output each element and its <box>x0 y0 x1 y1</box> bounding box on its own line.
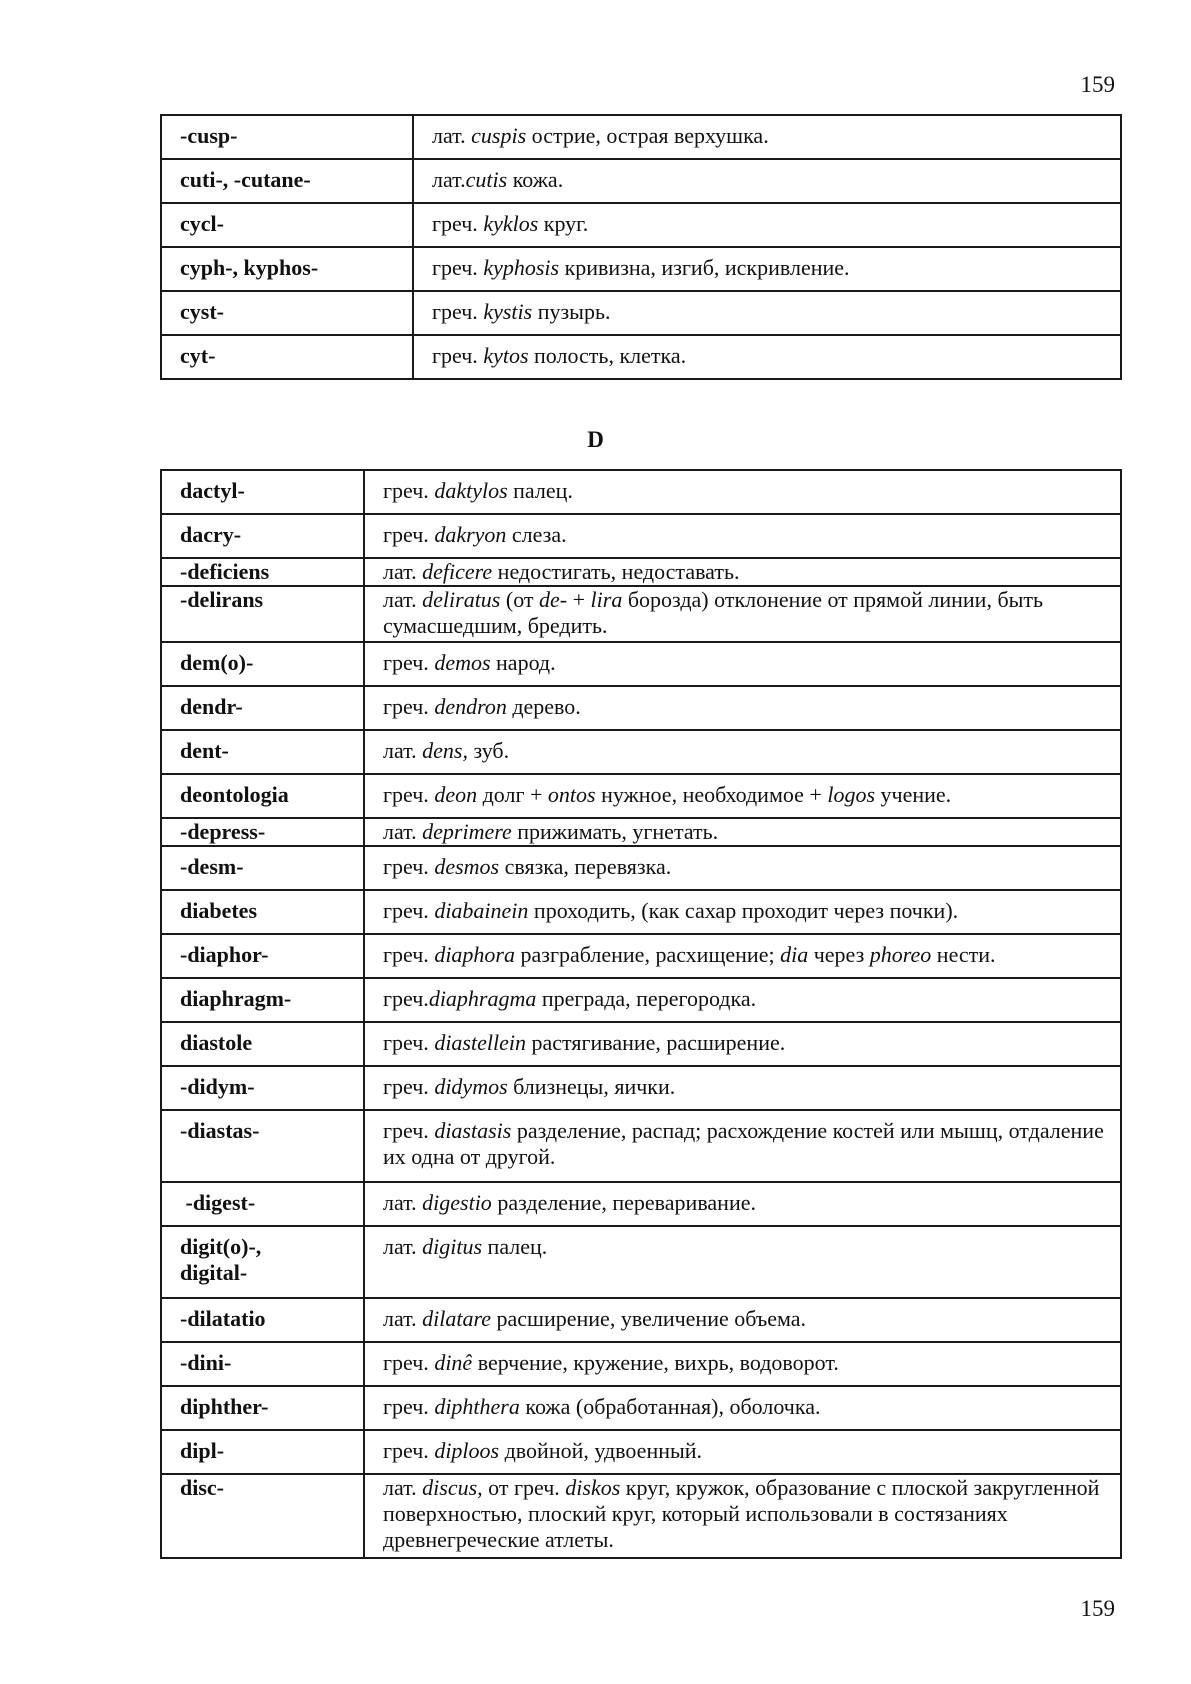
etymon-word: dendron <box>434 694 507 719</box>
etymon-word: demos <box>434 650 491 675</box>
term-cell: -cusp- <box>161 115 413 159</box>
etymon-word: kyphosis <box>483 255 560 280</box>
definition-cell <box>364 978 1121 1022</box>
definition-cell <box>364 890 1121 934</box>
table-row <box>161 1474 1121 1558</box>
definition-cell <box>364 1342 1121 1386</box>
definition-text: кожа (обработанная), оболочка. <box>519 1394 821 1419</box>
definition-cell <box>364 1298 1121 1342</box>
etymon-word: diphthera <box>434 1394 520 1419</box>
table-row <box>161 335 1121 379</box>
table-row <box>161 115 1121 159</box>
definition-text: учение. <box>875 782 952 807</box>
definition-text: кривизна, изгиб, искривление. <box>559 255 850 280</box>
definition-text: греч. <box>383 1074 435 1099</box>
term-cell: diaphragm- <box>161 978 364 1022</box>
term-cell: -dilatatio <box>161 1298 364 1342</box>
definition-text: долг + <box>477 782 548 807</box>
definition-text: дерево. <box>506 694 581 719</box>
definition-text: греч. <box>383 942 435 967</box>
table-row <box>161 1342 1121 1386</box>
definition-cell <box>364 774 1121 818</box>
definition-cell <box>413 203 1121 247</box>
definition-text: лат. <box>383 1190 423 1215</box>
definition-cell <box>364 846 1121 890</box>
etymon-word: phoreo <box>869 942 932 967</box>
definition-text: расширение, увеличение объема. <box>491 1306 807 1331</box>
definition-text: лат. <box>383 1306 423 1331</box>
definition-text: растягивание, расширение. <box>525 1030 786 1055</box>
etymon-word: discus, <box>422 1475 483 1500</box>
definition-cell <box>364 470 1121 514</box>
table-row <box>161 1386 1121 1430</box>
section-letter-heading: D <box>587 427 604 452</box>
definition-cell <box>364 514 1121 558</box>
table-row <box>161 1022 1121 1066</box>
definition-text: + <box>567 587 591 612</box>
etymon-word: cuspis <box>471 123 527 148</box>
table-row <box>161 470 1121 514</box>
table-row <box>161 890 1121 934</box>
etymon-word: diaphora <box>434 942 515 967</box>
definition-text: лат. <box>432 123 472 148</box>
definition-cell <box>364 1474 1121 1558</box>
definition-cell <box>364 1226 1121 1298</box>
definition-cell <box>364 1066 1121 1110</box>
term-cell: -digest- <box>161 1182 364 1226</box>
definition-cell <box>413 291 1121 335</box>
term-cell: cyph-, kyphos- <box>161 247 413 291</box>
page-number-bottom: 159 <box>1080 1596 1115 1621</box>
definition-text: нужное, необходимое + <box>595 782 828 807</box>
etymon-word: cutis <box>465 167 508 192</box>
term-cell: digit(o)-, digital- <box>161 1226 364 1298</box>
table-row <box>161 1430 1121 1474</box>
etymon-word: deficere <box>422 559 493 584</box>
etymon-word: dens, <box>422 738 468 763</box>
definition-cell <box>413 159 1121 203</box>
definition-cell <box>364 730 1121 774</box>
definition-text: народ. <box>490 650 556 675</box>
table-row <box>161 1298 1121 1342</box>
term-cell: dem(o)- <box>161 642 364 686</box>
term-cell: -delirans <box>161 586 364 642</box>
definition-text: греч. <box>383 782 435 807</box>
term-cell: dipl- <box>161 1430 364 1474</box>
definition-text: греч. <box>383 898 435 923</box>
term-cell: diastole <box>161 1022 364 1066</box>
definition-text: греч. <box>383 522 435 547</box>
table-row <box>161 846 1121 890</box>
etymon-word: digitus <box>422 1234 483 1259</box>
etymon-word: kystis <box>483 299 533 324</box>
definition-text: двойной, удвоенный. <box>499 1438 703 1463</box>
definition-text: лат. <box>383 559 423 584</box>
etymon-word: digestio <box>422 1190 492 1215</box>
definition-text: через <box>808 942 870 967</box>
table-row <box>161 642 1121 686</box>
term-cell: deontologia <box>161 774 364 818</box>
definition-text: проходить, (как сахар проходит через почки). <box>528 898 959 923</box>
definition-text: разделение, переваривание. <box>491 1190 756 1215</box>
etymon-word: diastellein <box>434 1030 526 1055</box>
definition-cell <box>364 1110 1121 1182</box>
etymon-word: diskos <box>565 1475 621 1500</box>
glossary-table-d <box>160 469 1122 1559</box>
table-row <box>161 291 1121 335</box>
etymon-word: kyklos <box>483 211 539 236</box>
definition-text: полость, клетка. <box>528 343 687 368</box>
table-row <box>161 159 1121 203</box>
definition-text: греч. <box>383 1118 435 1143</box>
definition-text: кожа. <box>507 167 564 192</box>
term-cell: -dini- <box>161 1342 364 1386</box>
table-row <box>161 730 1121 774</box>
definition-text: круг, кружок, образование с плоской закругленной поверхностью, плоский круг, который использовали в состязаниях древнегреческие атлеты. <box>383 1475 1100 1552</box>
definition-text: борозда) отклонение от прямой линии, быть сумасшедшим, бредить. <box>383 587 1044 638</box>
definition-cell <box>413 115 1121 159</box>
page-number-top: 159 <box>1080 72 1115 97</box>
term-cell: -depress- <box>161 818 364 846</box>
term-cell: -diaphor- <box>161 934 364 978</box>
definition-cell <box>364 818 1121 846</box>
etymon-word: diastasis <box>434 1118 512 1143</box>
definition-text: греч. <box>383 694 435 719</box>
table-row <box>161 686 1121 730</box>
table-row <box>161 1182 1121 1226</box>
definition-text: лат. <box>383 738 423 763</box>
definition-text: близнецы, яички. <box>507 1074 676 1099</box>
term-cell: cycl- <box>161 203 413 247</box>
table-row <box>161 203 1121 247</box>
etymon-word: dilatare <box>422 1306 491 1331</box>
definition-text: греч. <box>383 478 435 503</box>
definition-cell <box>364 642 1121 686</box>
definition-cell <box>364 586 1121 642</box>
definition-cell <box>413 335 1121 379</box>
definition-cell <box>364 1022 1121 1066</box>
etymon-word: didymos <box>434 1074 508 1099</box>
definition-text: лат. <box>383 587 423 612</box>
etymon-word: desmos <box>434 854 500 879</box>
definition-text: лат. <box>432 167 466 192</box>
table-row <box>161 1226 1121 1298</box>
etymon-word: kytos <box>483 343 529 368</box>
definition-text: круг. <box>538 211 589 236</box>
definition-text: острие, острая верхушка. <box>526 123 769 148</box>
term-cell: -didym- <box>161 1066 364 1110</box>
etymon-word: dakryon <box>434 522 507 547</box>
term-cell: diabetes <box>161 890 364 934</box>
table-row <box>161 934 1121 978</box>
definition-cell <box>364 1430 1121 1474</box>
definition-text: палец. <box>482 1234 548 1259</box>
definition-cell <box>364 1182 1121 1226</box>
definition-text: недостигать, недоставать. <box>492 559 740 584</box>
definition-text: связка, перевязка. <box>499 854 672 879</box>
etymon-word: dia <box>780 942 809 967</box>
definition-text: разделение, распад; расхождение костей или мышц, отдаление их одна от другой. <box>383 1118 1104 1169</box>
etymon-word: diabainein <box>434 898 529 923</box>
definition-text: греч. <box>432 211 484 236</box>
definition-text: греч. <box>383 650 435 675</box>
definition-text: палец. <box>507 478 573 503</box>
glossary-table-c <box>160 114 1122 380</box>
term-cell: dent- <box>161 730 364 774</box>
term-cell: -desm- <box>161 846 364 890</box>
definition-text: греч. <box>383 986 429 1011</box>
definition-text: греч. <box>383 1030 435 1055</box>
table-row <box>161 1110 1121 1182</box>
definition-text: нести. <box>931 942 996 967</box>
definition-text: лат. <box>383 819 423 844</box>
table-row <box>161 1066 1121 1110</box>
etymon-word: de- <box>539 587 568 612</box>
term-cell: diphther- <box>161 1386 364 1430</box>
term-cell: cyt- <box>161 335 413 379</box>
term-cell: -deficiens <box>161 558 364 586</box>
definition-text: прижимать, угнетать. <box>511 819 719 844</box>
etymon-word: diploos <box>434 1438 500 1463</box>
etymon-word: deprimere <box>422 819 512 844</box>
etymon-word: deon <box>434 782 478 807</box>
term-cell: disc- <box>161 1474 364 1558</box>
term-cell: dacry- <box>161 514 364 558</box>
term-cell: dendr- <box>161 686 364 730</box>
etymon-word: ontos <box>547 782 596 807</box>
term-cell: cuti-, -cutane- <box>161 159 413 203</box>
term-cell: cyst- <box>161 291 413 335</box>
table-row <box>161 818 1121 846</box>
etymon-word: logos <box>827 782 876 807</box>
definition-cell <box>364 934 1121 978</box>
definition-cell <box>413 247 1121 291</box>
definition-text: греч. <box>383 1350 435 1375</box>
table-row <box>161 558 1121 586</box>
definition-text: преграда, перегородка. <box>536 986 757 1011</box>
table-row <box>161 774 1121 818</box>
definition-cell <box>364 558 1121 586</box>
term-cell: dactyl- <box>161 470 364 514</box>
definition-text: лат. <box>383 1475 423 1500</box>
definition-text: слеза. <box>506 522 567 547</box>
etymon-word: deliratus <box>422 587 501 612</box>
definition-text: греч. <box>383 854 435 879</box>
definition-text: разграбление, расхищение; <box>515 942 781 967</box>
etymon-word: lira <box>590 587 623 612</box>
definition-text: пузырь. <box>532 299 611 324</box>
definition-text: греч. <box>383 1438 435 1463</box>
definition-cell <box>364 1386 1121 1430</box>
definition-text: лат. <box>383 1234 423 1259</box>
table-row <box>161 514 1121 558</box>
definition-text: верчение, кружение, вихрь, водоворот. <box>472 1350 839 1375</box>
table-row <box>161 586 1121 642</box>
etymon-word: dinê <box>434 1350 473 1375</box>
etymon-word: diaphragma <box>428 986 537 1011</box>
definition-text: греч. <box>432 299 484 324</box>
definition-text: греч. <box>432 255 484 280</box>
table-row <box>161 978 1121 1022</box>
definition-text: (от <box>500 587 540 612</box>
definition-text: от греч. <box>482 1475 566 1500</box>
definition-text: греч. <box>432 343 484 368</box>
definition-cell <box>364 686 1121 730</box>
table-row <box>161 247 1121 291</box>
definition-text: греч. <box>383 1394 435 1419</box>
term-cell: -diastas- <box>161 1110 364 1182</box>
etymon-word: daktylos <box>434 478 508 503</box>
definition-text: зуб. <box>467 738 510 763</box>
